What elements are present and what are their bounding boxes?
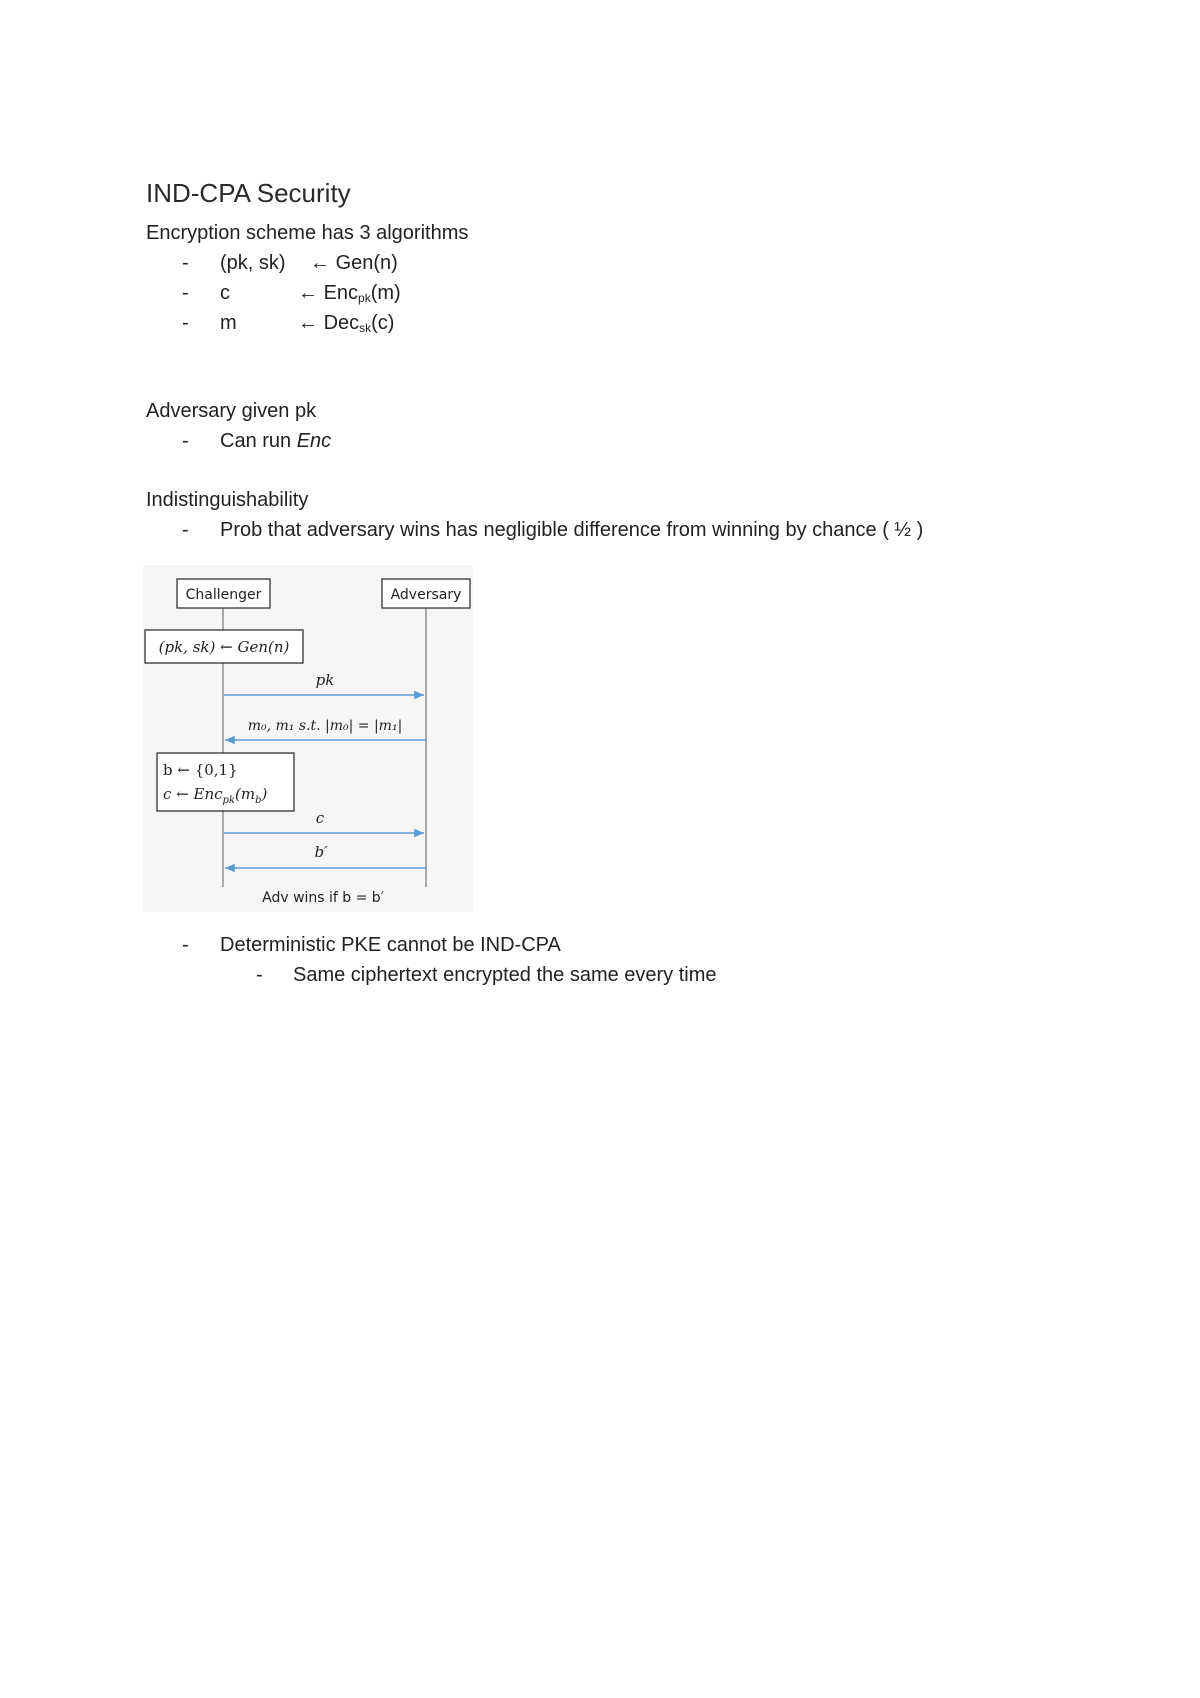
page-title: IND-CPA Security: [146, 178, 351, 208]
same-ciphertext: Same ciphertext encrypted the same every time: [293, 964, 717, 986]
algo-enc-rhs: ← Enc$_{pk}$(m): [298, 282, 401, 305]
bullet-dash: -: [182, 252, 189, 274]
can-run-enc: Can run Enc: [220, 430, 332, 452]
msg-m-label: m₀, m₁ s.t. |m₀| = |m₁|: [247, 718, 403, 734]
msg-c-label: c: [315, 809, 325, 827]
algo-gen-rhs: ← Gen(n): [310, 252, 398, 274]
prob-statement: Prob that adversary wins has negligible difference from winning by chance ( ½ ): [220, 519, 924, 541]
algo-enc-lhs: c: [220, 282, 230, 304]
box-c-label: c ← $Enc_{pk}(m_b)$: [163, 785, 268, 806]
bullet-dash: -: [256, 964, 263, 986]
algo-dec-lhs: m: [220, 312, 237, 334]
adversary-heading: Adversary given pk: [146, 400, 317, 422]
bullet-dash: -: [182, 519, 189, 541]
ind-cpa-game-diagram: [143, 565, 473, 912]
algo-gen-lhs: (pk, sk): [220, 252, 286, 274]
box-b-label: b ← {0,1}: [163, 761, 238, 779]
bullet-dash: -: [182, 282, 189, 304]
msg-b-label: b′: [314, 843, 328, 861]
algo-dec-rhs: ← Dec$_{sk}$(c): [298, 312, 395, 335]
challenger-label: Challenger: [185, 587, 262, 603]
bullet-dash: -: [182, 934, 189, 956]
deterministic-pke: Deterministic PKE cannot be IND-CPA: [220, 934, 561, 956]
bullet-dash: -: [182, 430, 189, 452]
diagram-footer: Adv wins if b = b′: [262, 890, 384, 906]
encryption-heading: Encryption scheme has 3 algorithms: [146, 222, 469, 244]
gen-box-label: (pk, sk) ← Gen(n): [158, 638, 290, 656]
msg-pk-label: pk: [315, 671, 335, 689]
bullet-dash: -: [182, 312, 189, 334]
adversary-label: Adversary: [390, 587, 462, 603]
indistinguishability-heading: Indistinguishability: [146, 489, 309, 511]
